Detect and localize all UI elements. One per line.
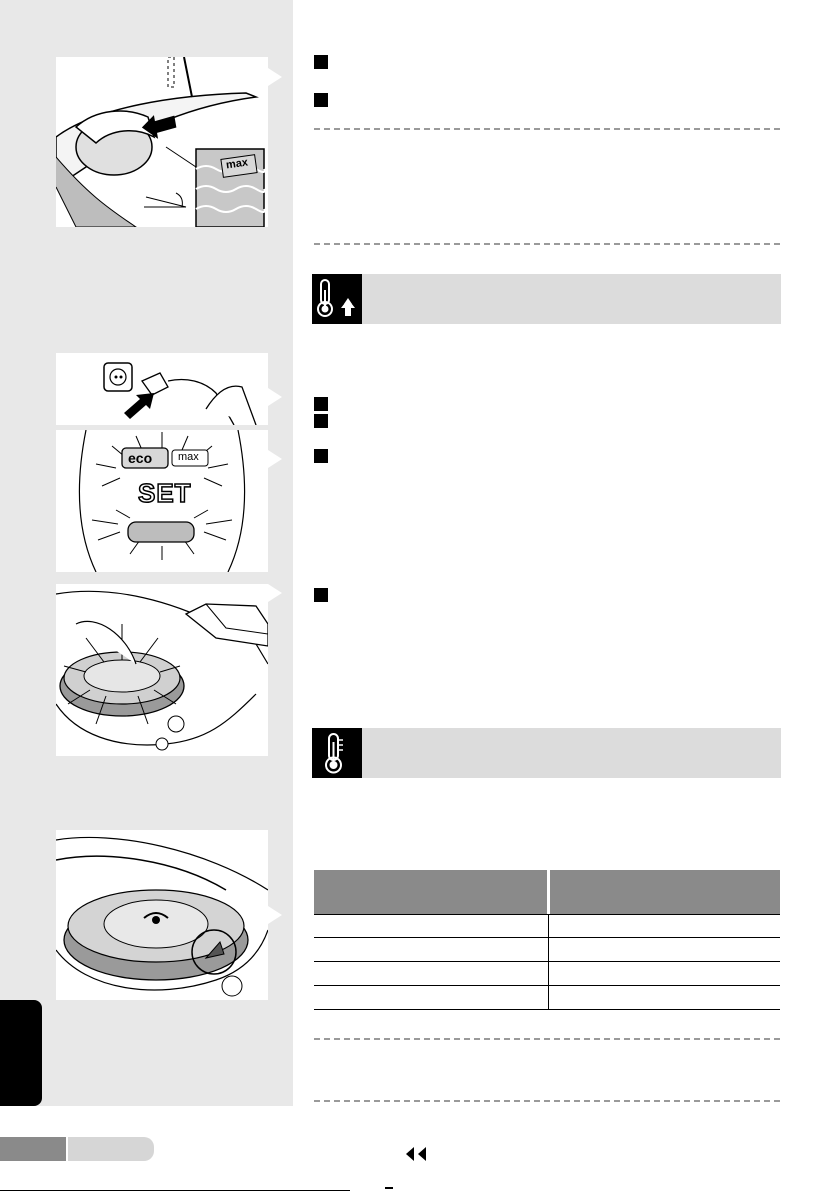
dashed-divider	[314, 128, 780, 130]
step-number-box	[314, 414, 328, 428]
callout-pointer	[268, 388, 282, 406]
dashed-divider	[314, 243, 780, 245]
table-header-cell	[314, 870, 549, 914]
temperature-dial-flashing-illustration	[56, 584, 268, 756]
table-cell	[314, 986, 549, 1010]
callout-pointer	[268, 584, 282, 602]
max-label: max	[178, 451, 199, 463]
step-number-box	[314, 449, 328, 463]
progress-segment-dark	[0, 1137, 66, 1161]
callout-pointer	[268, 68, 282, 86]
table-cell	[549, 962, 781, 986]
thermometer-icon	[312, 728, 362, 778]
step-number-box	[314, 588, 328, 602]
table-cell	[314, 914, 549, 938]
thermometer-up-icon	[312, 274, 362, 324]
table-row	[314, 914, 780, 938]
table-row	[314, 938, 780, 962]
eco-label: eco	[128, 450, 153, 466]
plug-in-socket-illustration	[56, 353, 268, 425]
step-number-box	[314, 397, 328, 411]
max-label: max	[225, 156, 249, 172]
set-label: SET	[138, 478, 192, 508]
settings-table	[314, 870, 780, 1010]
section-header	[312, 274, 781, 324]
table-cell	[314, 938, 549, 962]
step-number-box	[314, 93, 328, 107]
table-row	[314, 962, 780, 986]
callout-pointer	[268, 450, 282, 468]
footer-rule	[0, 1190, 350, 1191]
table-header-cell	[549, 870, 781, 914]
section-header	[312, 728, 781, 778]
language-tab	[0, 1000, 42, 1106]
eco-set-display-illustration	[56, 430, 268, 572]
step-number-box	[314, 55, 328, 69]
table-cell	[549, 914, 781, 938]
iron-fill-max-illustration	[56, 57, 268, 227]
callout-pointer	[268, 906, 282, 924]
footer-mark	[385, 1187, 393, 1189]
table-cell	[314, 962, 549, 986]
progress-segment-light	[68, 1137, 154, 1161]
dashed-divider	[314, 1100, 780, 1102]
dashed-divider	[314, 1038, 780, 1040]
table-cell	[549, 938, 781, 962]
table-cell	[549, 986, 781, 1010]
table-top-rule	[314, 914, 780, 915]
table-row	[314, 986, 780, 1010]
temperature-dial-pointer-illustration	[56, 830, 268, 1000]
double-left-arrow-icon[interactable]	[404, 1147, 430, 1166]
